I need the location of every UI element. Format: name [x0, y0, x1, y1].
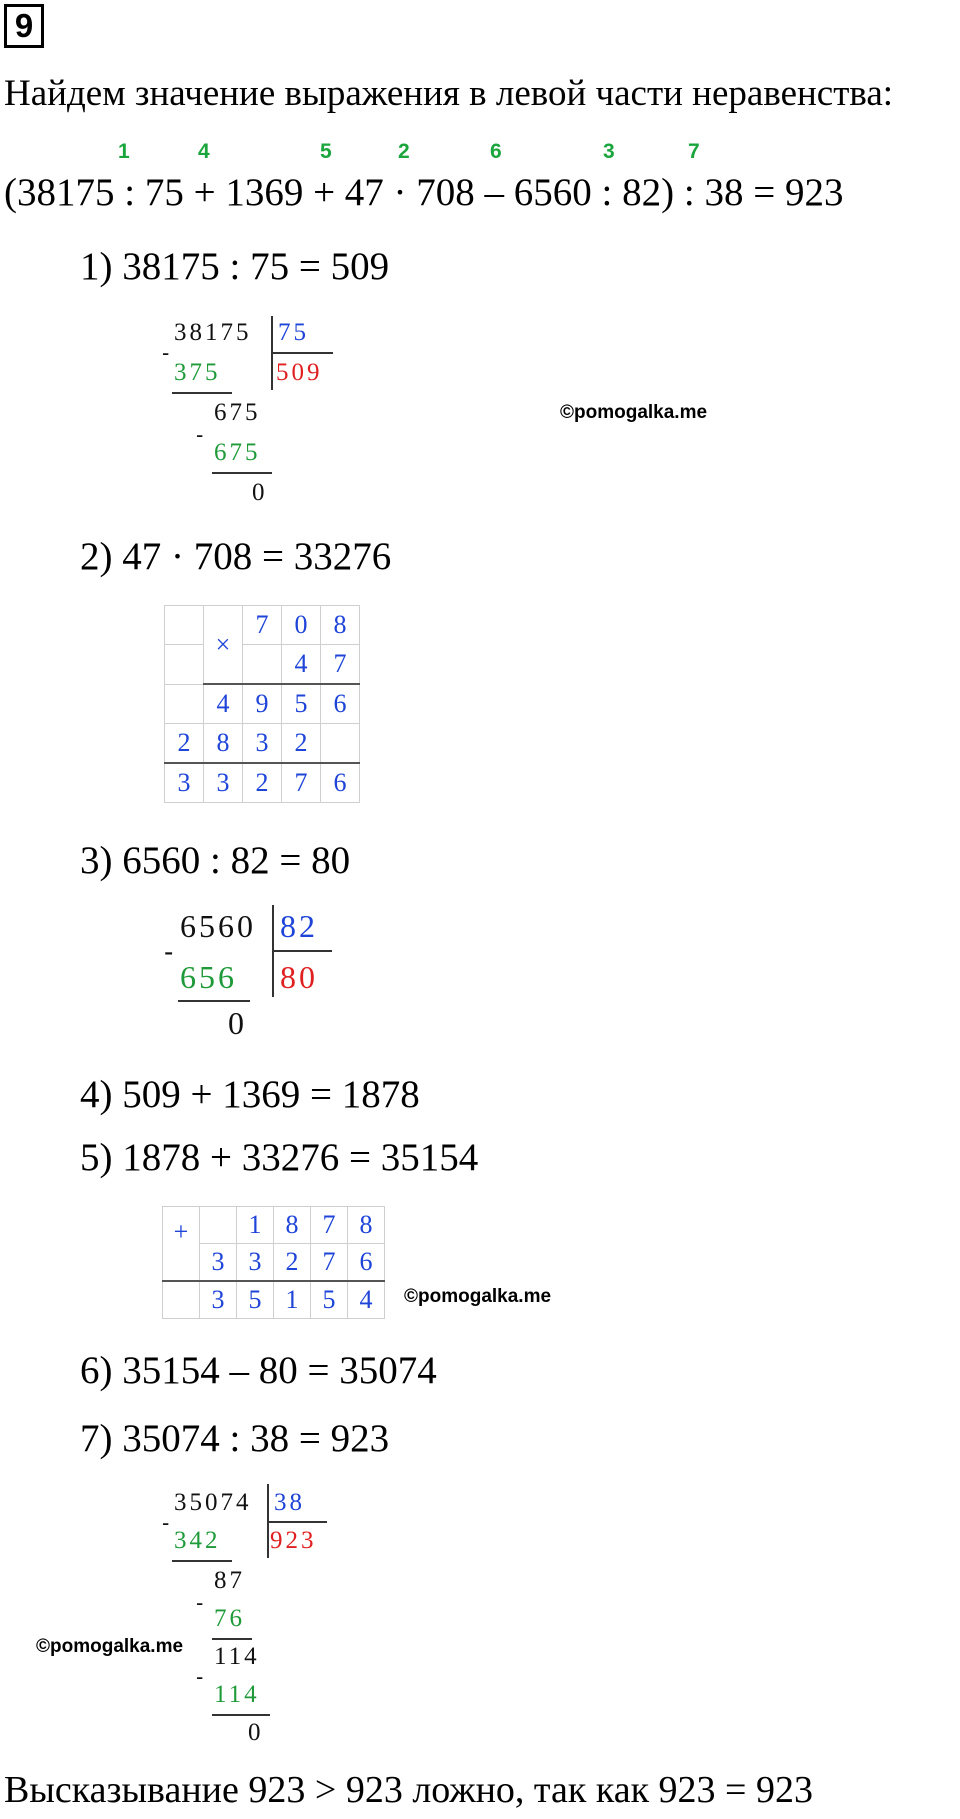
operation-order-marks — [0, 140, 960, 170]
grid-cell — [165, 645, 204, 685]
grid-cell: 3 — [200, 1244, 237, 1282]
grid-cell: 1 — [237, 1207, 274, 1244]
step-2: 2) 47 · 708 = 33276 — [80, 535, 392, 578]
grid-cell: 4 — [282, 645, 321, 685]
subtraction-line — [212, 472, 272, 474]
grid-cell: 3 — [237, 1244, 274, 1282]
quotient-line — [272, 950, 332, 952]
partial-remainder: 114 — [214, 1643, 260, 1670]
grid-cell: 6 — [348, 1244, 385, 1282]
expression: (38175 : 75 + 1369 + 47 · 708 – 6560 : 82) : 38 = 923 — [4, 171, 844, 214]
minus-sign: - — [196, 1590, 204, 1615]
grid-cell: 3 — [243, 724, 282, 764]
intro-text: Найдем значение выражения в левой части неравенства: — [4, 73, 894, 114]
grid-cell: 2 — [282, 724, 321, 764]
grid-cell: 3 — [204, 763, 243, 803]
grid-cell: 8 — [348, 1207, 385, 1244]
minus-sign: - — [196, 1664, 204, 1689]
order-mark: 6 — [490, 140, 502, 163]
watermark: ©pomogalka.me — [36, 1636, 184, 1657]
plus-sign: + — [163, 1207, 200, 1282]
quotient: 509 — [276, 359, 323, 386]
divisor: 38 — [274, 1489, 305, 1516]
remainder: 0 — [248, 1719, 264, 1746]
dividend: 6560 — [180, 908, 256, 944]
multiplication-grid — [164, 605, 360, 803]
grid-cell: 2 — [165, 724, 204, 764]
grid-cell: 2 — [243, 763, 282, 803]
subtrahend: 342 — [174, 1527, 221, 1554]
grid-cell: 3 — [165, 763, 204, 803]
quotient-line — [271, 352, 333, 354]
grid-cell: 7 — [243, 606, 282, 645]
grid-cell — [165, 684, 204, 724]
conclusion: Высказывание 923 > 923 ложно, так как 923 = 923 — [4, 1769, 813, 1811]
grid-cell — [163, 1281, 200, 1319]
step-6: 6) 35154 – 80 = 35074 — [80, 1349, 437, 1392]
quotient: 923 — [270, 1527, 317, 1554]
dividend: 38175 — [174, 319, 252, 346]
subtrahend: 656 — [180, 959, 237, 995]
grid-cell: 2 — [274, 1244, 311, 1282]
minus-sign: - — [162, 1510, 170, 1535]
grid-cell: 7 — [282, 763, 321, 803]
subtraction-line — [212, 1714, 270, 1716]
grid-cell: 1 — [274, 1281, 311, 1319]
order-mark: 2 — [398, 140, 410, 163]
subtraction-line — [172, 392, 232, 394]
partial-remainder: 87 — [214, 1567, 245, 1594]
order-mark: 4 — [198, 140, 210, 163]
remainder: 0 — [252, 479, 268, 506]
subtraction-line — [212, 1638, 252, 1640]
grid-cell: 8 — [204, 724, 243, 764]
grid-cell: 4 — [204, 684, 243, 724]
dividend: 35074 — [174, 1489, 252, 1516]
order-mark: 7 — [688, 140, 700, 163]
grid-cell — [165, 606, 204, 645]
order-mark: 1 — [118, 140, 130, 163]
grid-cell: 6 — [321, 763, 360, 803]
order-mark: 5 — [320, 140, 332, 163]
subtraction-line — [172, 1560, 232, 1562]
grid-cell: 5 — [237, 1281, 274, 1319]
watermark: ©pomogalka.me — [560, 402, 708, 423]
remainder: 0 — [228, 1005, 247, 1041]
step-4: 4) 509 + 1369 = 1878 — [80, 1073, 420, 1116]
grid-cell: 3 — [200, 1281, 237, 1319]
step-7: 7) 35074 : 38 = 923 — [80, 1417, 390, 1460]
partial-remainder: 675 — [214, 399, 261, 426]
grid-cell: 8 — [321, 606, 360, 645]
grid-cell: 4 — [348, 1281, 385, 1319]
step-3: 3) 6560 : 82 = 80 — [80, 839, 351, 882]
subtrahend: 675 — [214, 439, 261, 466]
quotient-line — [267, 1521, 327, 1523]
minus-sign: - — [162, 340, 170, 365]
subtraction-line — [178, 1000, 250, 1002]
order-mark: 3 — [603, 140, 615, 163]
grid-cell — [243, 645, 282, 685]
divisor: 75 — [278, 319, 309, 346]
watermark: ©pomogalka.me — [404, 1286, 552, 1307]
subtrahend: 375 — [174, 359, 221, 386]
quotient: 80 — [280, 959, 318, 995]
minus-sign: - — [164, 936, 174, 967]
step-5: 5) 1878 + 33276 = 35154 — [80, 1136, 479, 1179]
minus-sign: - — [196, 422, 204, 447]
grid-cell: 6 — [321, 684, 360, 724]
subtrahend: 76 — [214, 1605, 245, 1632]
addition-grid — [162, 1206, 385, 1319]
grid-cell: 8 — [274, 1207, 311, 1244]
grid-cell: 7 — [311, 1244, 348, 1282]
step-1: 1) 38175 : 75 = 509 — [80, 245, 390, 288]
grid-cell — [200, 1207, 237, 1244]
divisor: 82 — [280, 908, 318, 944]
grid-cell: 7 — [321, 645, 360, 685]
grid-cell: 5 — [311, 1281, 348, 1319]
task-number: 9 — [4, 4, 44, 48]
grid-cell: 7 — [311, 1207, 348, 1244]
grid-cell: 5 — [282, 684, 321, 724]
grid-cell — [321, 724, 360, 764]
grid-cell: 0 — [282, 606, 321, 645]
multiply-sign: × — [204, 606, 243, 685]
grid-cell: 9 — [243, 684, 282, 724]
subtrahend: 114 — [214, 1681, 260, 1708]
